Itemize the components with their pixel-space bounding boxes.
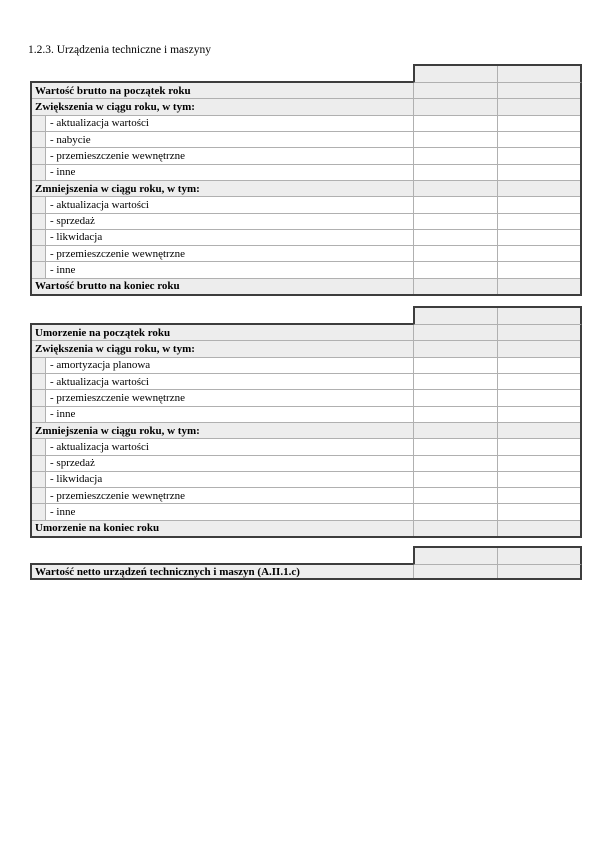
table-row — [32, 504, 580, 520]
table-row — [32, 116, 580, 132]
value-cell-col2 — [498, 390, 580, 405]
value-cell-col2 — [498, 246, 580, 261]
value-cell-col2 — [498, 456, 580, 471]
value-cell-col2 — [498, 521, 580, 536]
indent-cell — [32, 148, 46, 163]
table-row — [32, 262, 580, 278]
table-row — [32, 488, 580, 504]
value-cell-col2 — [498, 262, 580, 277]
value-cell-col2 — [498, 423, 580, 438]
row-label: Zmniejszenia w ciągu roku, w tym: — [32, 181, 414, 196]
value-cell-col1 — [414, 83, 498, 98]
value-cell-col1 — [414, 197, 498, 212]
value-cell-col1 — [414, 279, 498, 294]
value-cell-col1 — [414, 407, 498, 422]
row-label: - aktualizacja wartości — [46, 116, 414, 131]
value-cell-col2 — [498, 230, 580, 245]
row-label: - likwidacja — [46, 472, 414, 487]
table-row — [32, 214, 580, 230]
row-label: - inne — [46, 262, 414, 277]
row-label: - przemieszczenie wewnętrzne — [46, 148, 414, 163]
column-header-cell-2 — [498, 548, 580, 564]
row-label: - likwidacja — [46, 230, 414, 245]
value-cell-col1 — [414, 214, 498, 229]
value-cell-col2 — [498, 116, 580, 131]
indent-cell — [32, 456, 46, 471]
row-label: - przemieszczenie wewnętrzne — [46, 390, 414, 405]
value-cell-col2 — [498, 407, 580, 422]
row-label: Zmniejszenia w ciągu roku, w tym: — [32, 423, 414, 438]
value-cell-col2 — [498, 214, 580, 229]
table-row — [32, 325, 580, 341]
value-cell-col1 — [414, 488, 498, 503]
row-label: - nabycie — [46, 132, 414, 147]
table-row — [32, 407, 580, 423]
row-label: Zwiększenia w ciągu roku, w tym: — [32, 99, 414, 114]
table-row — [32, 279, 580, 294]
table-row — [32, 358, 580, 374]
indent-cell — [32, 390, 46, 405]
gross-value-table — [30, 81, 582, 296]
value-cell-col2 — [498, 488, 580, 503]
indent-cell — [32, 358, 46, 373]
value-cell-col1 — [414, 504, 498, 519]
row-label: Zwiększenia w ciągu roku, w tym: — [32, 341, 414, 356]
table-row — [32, 521, 580, 536]
indent-cell — [32, 165, 46, 180]
value-cell-col1 — [414, 262, 498, 277]
value-cell-col1 — [414, 181, 498, 196]
value-cell-col2 — [498, 148, 580, 163]
value-cell-col1 — [414, 165, 498, 180]
indent-cell — [32, 262, 46, 277]
column-header-box-amortization — [413, 306, 582, 325]
row-label: Umorzenie na koniec roku — [32, 521, 414, 536]
table-row — [32, 99, 580, 115]
value-cell-col1 — [414, 423, 498, 438]
value-cell-col1 — [414, 99, 498, 114]
table-row — [32, 165, 580, 181]
value-cell-col2 — [498, 165, 580, 180]
indent-cell — [32, 472, 46, 487]
row-label: Wartość brutto na początek roku — [32, 83, 414, 98]
indent-cell — [32, 374, 46, 389]
value-cell-col1 — [414, 472, 498, 487]
indent-cell — [32, 132, 46, 147]
table-row — [32, 456, 580, 472]
value-cell-col1 — [414, 374, 498, 389]
row-label: - przemieszczenie wewnętrzne — [46, 246, 414, 261]
value-cell-col1 — [414, 456, 498, 471]
value-cell-col1 — [414, 246, 498, 261]
indent-cell — [32, 116, 46, 131]
value-cell-col2 — [498, 279, 580, 294]
section-title: 1.2.3. Urządzenia techniczne i maszyny — [28, 44, 211, 56]
row-label: Wartość brutto na koniec roku — [32, 279, 414, 294]
value-cell-col2 — [498, 325, 580, 340]
row-label: - aktualizacja wartości — [46, 374, 414, 389]
table-row — [32, 132, 580, 148]
row-label: - przemieszczenie wewnętrzne — [46, 488, 414, 503]
table-row — [32, 148, 580, 164]
table-row — [32, 83, 580, 99]
value-cell-col1 — [414, 230, 498, 245]
row-label: - inne — [46, 165, 414, 180]
value-cell-col2 — [498, 374, 580, 389]
value-cell-col1 — [414, 439, 498, 454]
table-row — [32, 565, 580, 578]
value-cell-col2 — [498, 358, 580, 373]
row-label: - aktualizacja wartości — [46, 439, 414, 454]
table-row — [32, 374, 580, 390]
value-cell-col2 — [498, 504, 580, 519]
value-cell-col1 — [414, 148, 498, 163]
column-header-cell-2 — [498, 308, 580, 324]
table-row — [32, 439, 580, 455]
column-header-cell-1 — [415, 66, 498, 82]
value-cell-col2 — [498, 472, 580, 487]
value-cell-col1 — [414, 341, 498, 356]
value-cell-col1 — [414, 521, 498, 536]
table-row — [32, 197, 580, 213]
table-row — [32, 423, 580, 439]
table-row — [32, 246, 580, 262]
value-cell-col1 — [414, 565, 498, 578]
row-label: - inne — [46, 504, 414, 519]
indent-cell — [32, 504, 46, 519]
table-row — [32, 341, 580, 357]
row-label: - aktualizacja wartości — [46, 197, 414, 212]
indent-cell — [32, 488, 46, 503]
indent-cell — [32, 246, 46, 261]
row-label: - sprzedaż — [46, 456, 414, 471]
column-header-box-net — [413, 546, 582, 565]
value-cell-col2 — [498, 132, 580, 147]
row-label: Wartość netto urządzeń technicznych i maszyn (A.II.1.c) — [32, 565, 414, 578]
amortization-table — [30, 323, 582, 538]
column-header-cell-2 — [498, 66, 580, 82]
value-cell-col2 — [498, 197, 580, 212]
row-label: - amortyzacja planowa — [46, 358, 414, 373]
value-cell-col2 — [498, 439, 580, 454]
value-cell-col2 — [498, 565, 580, 578]
column-header-cell-1 — [415, 308, 498, 324]
value-cell-col2 — [498, 99, 580, 114]
row-label: - sprzedaż — [46, 214, 414, 229]
column-header-cell-1 — [415, 548, 498, 564]
value-cell-col1 — [414, 325, 498, 340]
net-value-table — [30, 563, 582, 580]
row-label: Umorzenie na początek roku — [32, 325, 414, 340]
value-cell-col2 — [498, 341, 580, 356]
value-cell-col1 — [414, 390, 498, 405]
value-cell-col2 — [498, 181, 580, 196]
table-row — [32, 390, 580, 406]
table-row — [32, 181, 580, 197]
value-cell-col1 — [414, 132, 498, 147]
indent-cell — [32, 214, 46, 229]
table-row — [32, 230, 580, 246]
value-cell-col1 — [414, 116, 498, 131]
indent-cell — [32, 197, 46, 212]
indent-cell — [32, 439, 46, 454]
column-header-box-gross — [413, 64, 582, 83]
value-cell-col1 — [414, 358, 498, 373]
indent-cell — [32, 407, 46, 422]
row-label: - inne — [46, 407, 414, 422]
table-row — [32, 472, 580, 488]
indent-cell — [32, 230, 46, 245]
value-cell-col2 — [498, 83, 580, 98]
